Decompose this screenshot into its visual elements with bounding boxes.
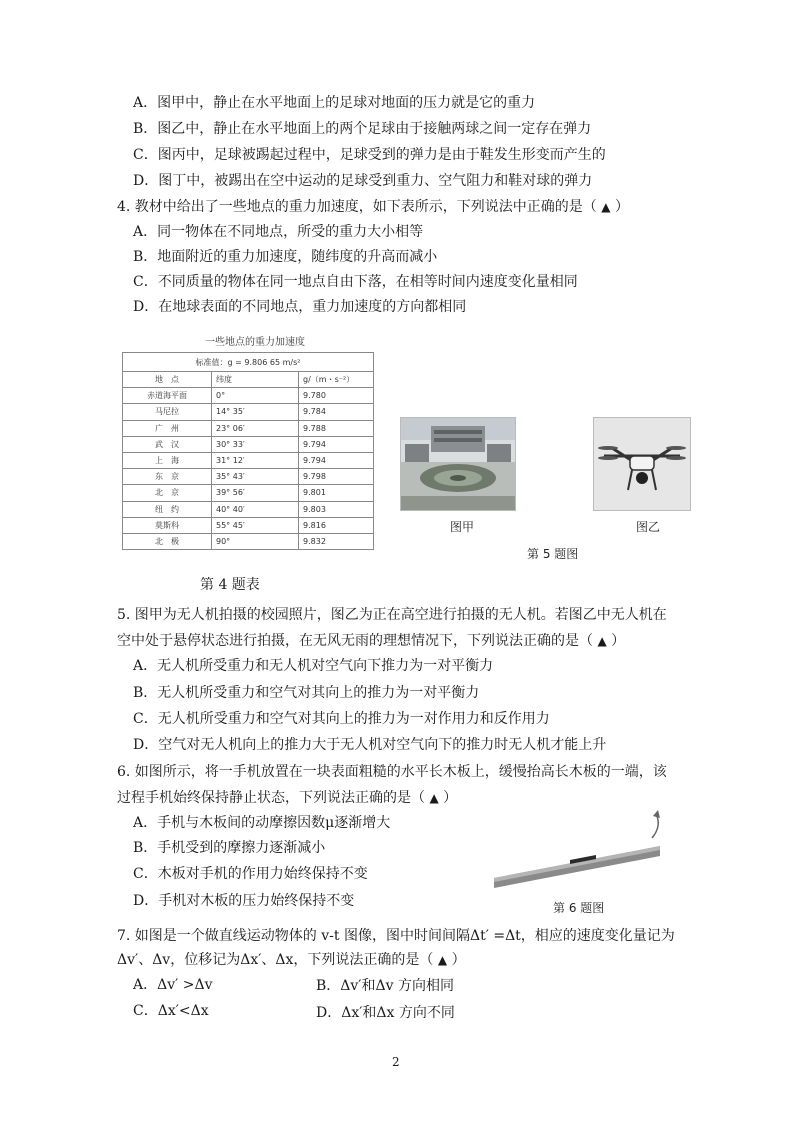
q7-stem-text: Δv′、Δv，位移记为Δx′、Δx，下列说法正确的是（ (117, 952, 434, 968)
table-row (123, 485, 374, 501)
table-cell: 9.798 (299, 469, 374, 485)
table-cell: 30° 33′ (212, 436, 299, 452)
table-cell: 31° 12′ (212, 452, 299, 468)
fig6-board (492, 808, 664, 892)
table-caption: 一些地点的重力加速度 (205, 337, 305, 348)
table-header-latitude: 纬度 (212, 372, 299, 388)
answer-triangle-icon: ▲ (437, 953, 448, 967)
fig5-left-label: 图甲 (450, 520, 475, 534)
table-row (123, 533, 374, 549)
page-number: 2 (392, 1055, 400, 1069)
q5-stem-line2 (117, 631, 625, 651)
campus-photo (400, 417, 516, 511)
q4-option-a: A．同一物体在不同地点，所受的重力大小相等 (133, 224, 424, 240)
q3-option-a: A．图甲中，静止在水平地面上的足球对地面的压力就是它的重力 (133, 95, 536, 111)
table-header-g: g/（m・s⁻²） (299, 372, 374, 388)
table-cell: 马尼拉 (123, 404, 212, 420)
q7-stem-line2 (117, 950, 466, 970)
table-cell: 9.788 (299, 420, 374, 436)
table-cell: 东 京 (123, 469, 212, 485)
table-cell: 9.801 (299, 485, 374, 501)
table-row (123, 420, 374, 436)
table-cell: 90° (212, 533, 299, 549)
table-cell: 40° 40′ (212, 501, 299, 517)
table-cell: 9.816 (299, 517, 374, 533)
q7-option-b: B．Δv′和Δv 方向相同 (316, 978, 454, 994)
answer-triangle-icon: ▲ (601, 200, 611, 214)
q5-option-c: C．无人机所受重力和空气对其向上的推力为一对作用力和反作用力 (133, 711, 550, 727)
fig5-caption: 第 5 题图 (527, 547, 579, 561)
q6-stem-line1: 6. 如图所示，将一手机放置在一块表面粗糙的水平长木板上，缓慢抬高长木板的一端，该 (117, 764, 667, 780)
table-cell: 9.784 (299, 404, 374, 420)
table-cell: 9.832 (299, 533, 374, 549)
q6-option-b: B．手机受到的摩擦力逐渐减小 (133, 840, 326, 856)
table-header-row (123, 372, 374, 388)
q5-stem-close: ） (611, 633, 626, 649)
q5-option-d: D．空气对无人机向上的推力大于无人机对空气向下的推力时无人机才能上升 (133, 737, 607, 753)
q7-option-c: C．Δx′<Δx (133, 1003, 209, 1019)
answer-triangle-icon: ▲ (429, 791, 439, 805)
campus-photo-drawing (401, 418, 515, 510)
table-cell: 莫斯科 (123, 517, 212, 533)
q5-stem-line1: 5. 图甲为无人机拍摄的校园照片，图乙为正在高空进行拍摄的无人机。若图乙中无人机在 (117, 607, 667, 623)
table-cell: 北 极 (123, 533, 212, 549)
table-cell: 武 汉 (123, 436, 212, 452)
table-cell: 北 京 (123, 485, 212, 501)
table-cell: 赤道海平面 (123, 388, 212, 404)
q4-stem (117, 197, 629, 217)
table-cell: 23° 06′ (212, 420, 299, 436)
q6-option-d: D．手机对木板的压力始终保持不变 (133, 893, 355, 909)
q4-option-b: B．地面附近的重力加速度，随纬度的升高而减小 (133, 249, 438, 265)
q7-stem-close: ） (451, 952, 466, 968)
table-row (123, 501, 374, 517)
table-row (123, 452, 374, 468)
table-cell: 39° 56′ (212, 485, 299, 501)
answer-triangle-icon: ▲ (597, 634, 607, 648)
q4-stem-text: 4. 教材中给出了一些地点的重力加速度，如下表所示，下列说法中正确的是（ (117, 199, 597, 215)
q6-option-c: C．木板对手机的作用力始终保持不变 (133, 866, 368, 882)
table-cell: 0° (212, 388, 299, 404)
q6-option-a: A．手机与木板间的动摩擦因数μ逐渐增大 (133, 815, 391, 831)
q5-stem-text: 空中处于悬停状态进行拍摄，在无风无雨的理想情况下，下列说法正确的是（ (117, 633, 593, 649)
q5-option-b: B．无人机所受重力和空气对其向上的推力为一对平衡力 (133, 685, 480, 701)
table-cell: 9.803 (299, 501, 374, 517)
table-cell: 14° 35′ (212, 404, 299, 420)
fig5-right-label: 图乙 (636, 520, 661, 534)
gravity-table (122, 352, 374, 550)
table-row (123, 436, 374, 452)
table-cell: 纽 约 (123, 501, 212, 517)
q6-stem-close: ） (443, 790, 458, 806)
table-cell: 9.794 (299, 452, 374, 468)
table-label: 第 4 题表 (200, 577, 260, 593)
table-row (123, 517, 374, 533)
table-cell: 广 州 (123, 420, 212, 436)
drone-photo (593, 417, 691, 511)
q6-stem-text: 过程手机始终保持静止状态，下列说法正确的是（ (117, 790, 425, 806)
table-cell: 55° 45′ (212, 517, 299, 533)
table-standard-value: 标准值：g = 9.806 65 m/s² (123, 353, 374, 372)
table-header-place: 地 点 (123, 372, 212, 388)
drone-icon (594, 418, 690, 510)
inclined-board-icon (492, 808, 664, 892)
table-cell: 9.780 (299, 388, 374, 404)
q4-option-c: C．不同质量的物体在同一地点自由下落，在相等时间内速度变化量相同 (133, 274, 578, 290)
table-row (123, 388, 374, 404)
q4-option-d: D．在地球表面的不同地点，重力加速度的方向都相同 (133, 299, 467, 315)
q6-stem-line2 (117, 788, 457, 808)
table-cell: 9.794 (299, 436, 374, 452)
q7-option-d: D．Δx′和Δx 方向不同 (316, 1005, 455, 1021)
table-row (123, 469, 374, 485)
q7-option-a: A．Δv′ >Δv (133, 977, 213, 993)
fig6-caption: 第 6 题图 (553, 901, 605, 915)
table-row (123, 404, 374, 420)
table-cell: 35° 43′ (212, 469, 299, 485)
q3-option-d: D．图丁中，被踢出在空中运动的足球受到重力、空气阻力和鞋对球的弹力 (133, 173, 593, 189)
q3-option-b: B．图乙中，静止在水平地面上的两个足球由于接触两球之间一定存在弹力 (133, 121, 592, 137)
table-cell: 上 海 (123, 452, 212, 468)
q3-option-c: C．图丙中，足球被踢起过程中，足球受到的弹力是由于鞋发生形变而产生的 (133, 147, 606, 163)
q4-stem-close: ） (614, 199, 629, 215)
q5-option-a: A．无人机所受重力和无人机对空气向下推力为一对平衡力 (133, 658, 494, 674)
q7-stem-line1: 7. 如图是一个做直线运动物体的 v-t 图像，图中时间间隔Δt′ =Δt，相应的速度变化量记为 (117, 928, 675, 944)
